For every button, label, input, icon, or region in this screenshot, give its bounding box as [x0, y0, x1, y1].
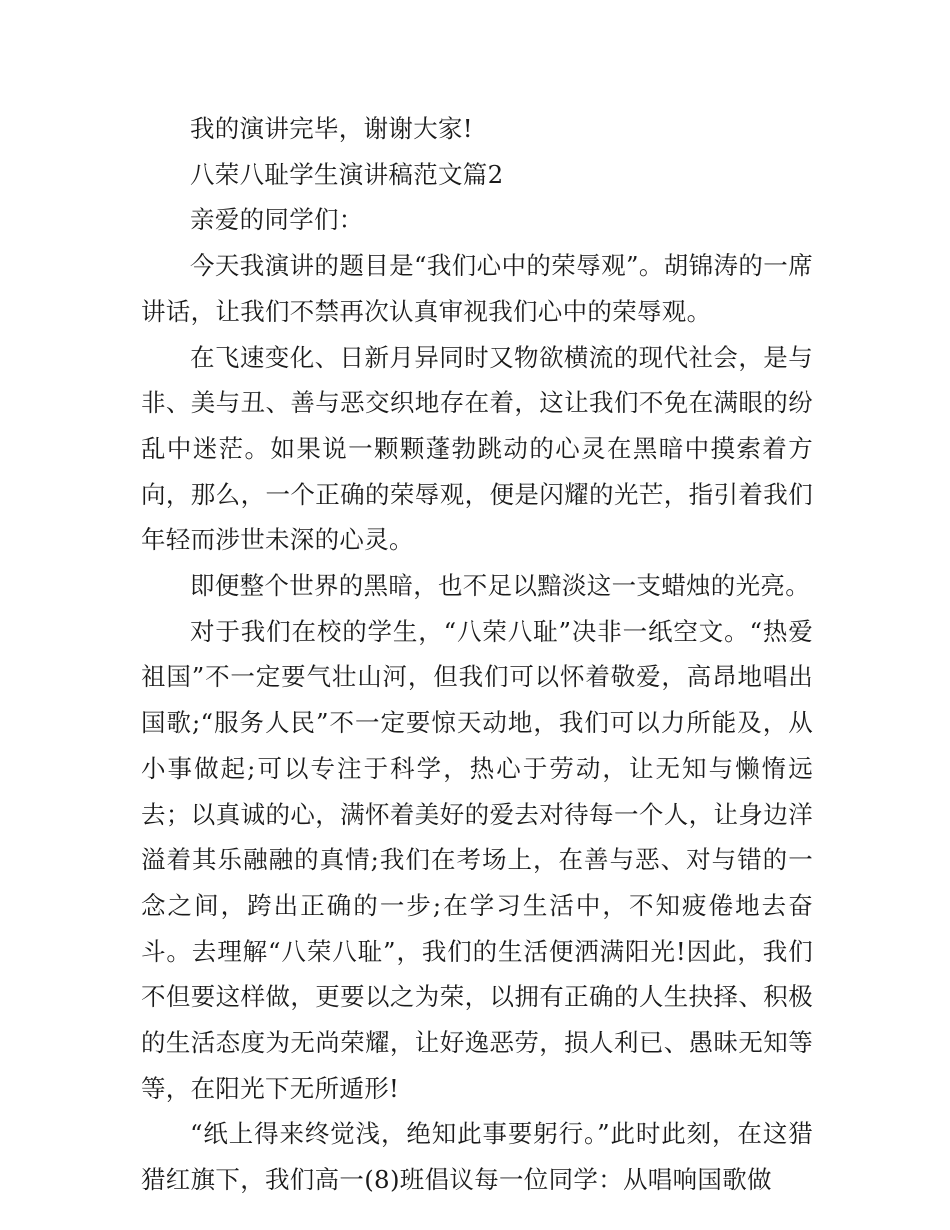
body-paragraph: 今天我演讲的题目是“我们心中的荣辱观”。胡锦涛的一席讲话，让我们不禁再次认真审视我们心中的荣辱观。	[141, 251, 813, 326]
document-body	[141, 106, 813, 1203]
body-paragraph: 即便整个世界的黑暗，也不足以黯淡这一支蜡烛的光亮。	[190, 571, 810, 601]
section-heading: 八荣八耻学生演讲稿范文篇2	[190, 159, 504, 189]
body-paragraph: “纸上得来终觉浅，绝知此事要躬行。”此时此刻，在这猎猎红旗下，我们高一(8)班倡议每一位同学：从唱响国歌做	[141, 1119, 813, 1195]
salutation: 亲爱的同学们：	[190, 205, 364, 235]
body-paragraph: 在飞速变化、日新月异同时又物欲横流的现代社会，是与非、美与丑、善与恶交织地存在着，这让我们不免在满眼的纷乱中迷茫。如果说一颗颗蓬勃跳动的心灵在黑暗中摸索着方向，那么，一个正确的荣辱观，便是闪耀的光芒，指引着我们年轻而涉世未深的心灵。	[141, 342, 813, 555]
body-paragraph: 对于我们在校的学生，“八荣八耻”决非一纸空文。“热爱祖国”不一定要气壮山河，但我们可以怀着敬爱，高昂地唱出国歌;“服务人民”不一定要惊天动地，我们可以力所能及，从小事做起;可以专注于科学，热心于劳动，让无知与懒惰远去；以真诚的心，满怀着美好的爱去对待每一个人，让身边洋溢着其乐融融的真情;我们在考场上，在善与恶、对与错的一念之间，跨出正确的一步;在学习生活中，不知疲倦地去奋斗。去理解“八荣八耻”，我们的生活便洒满阳光!因此，我们不但要这样做，更要以之为荣，以拥有正确的人生抉择、积极的生活态度为无尚荣耀，让好逸恶劳，损人利已、愚昧无知等等，在阳光下无所遁形!	[141, 616, 813, 1103]
closing-line: 我的演讲完毕，谢谢大家!	[190, 114, 473, 143]
